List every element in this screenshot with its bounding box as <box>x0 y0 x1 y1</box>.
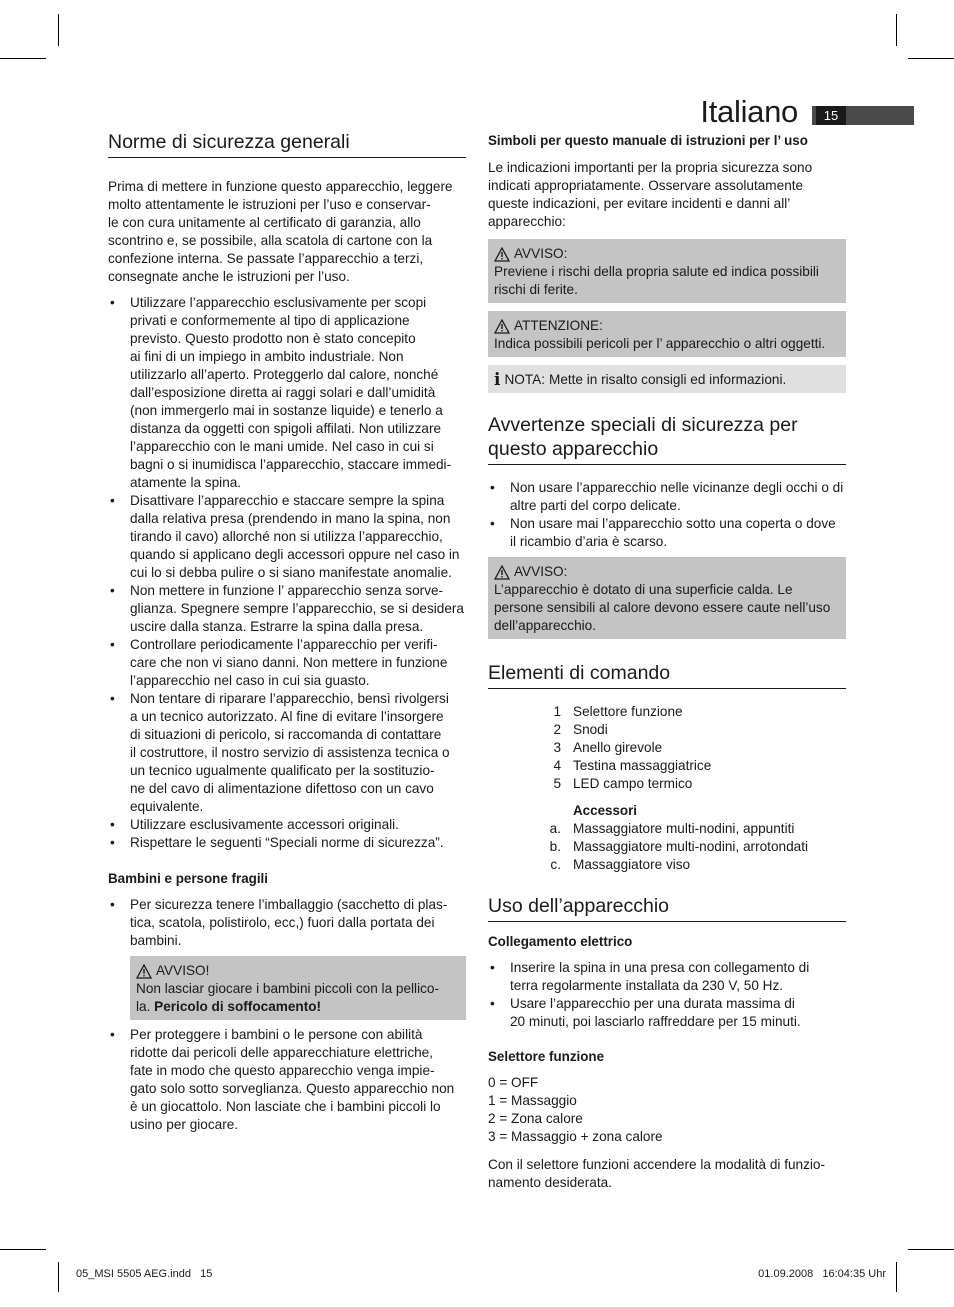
special-bullet-list <box>488 479 846 551</box>
crop-mark <box>908 1249 954 1250</box>
list-item: • Rispettare le seguenti “Speciali norme di sicurezza”. <box>110 835 444 850</box>
list-item: • Usare l’apparecchio per una durata massima di 20 minuti, poi lasciarlo raffreddare per 15 minuti. <box>490 996 801 1029</box>
nota-box <box>488 365 846 393</box>
safety-bullet-list <box>108 294 466 852</box>
list-item: 1 Selettore funzione <box>553 704 683 719</box>
footer-datetime: 01.09.2008 16:04:35 Uhr <box>758 1268 886 1280</box>
crop-mark <box>58 14 59 46</box>
intro-paragraph <box>108 178 466 286</box>
subheading-children: Bambini e persone fragili <box>108 871 268 886</box>
warning-triangle-icon <box>136 964 152 979</box>
list-item: • Non usare l’apparecchio nelle vicinanze degli occhi o di altre parti del corpo delicate. <box>490 480 844 513</box>
warning-text: L’apparecchio è dotato di una superficie calda. Le persone sensibili al calore devono essere caute nell’uso dell’apparecchio. <box>494 582 831 633</box>
selector-note: Con il selettore funzioni accendere la modalità di funzio- namento desiderata. <box>488 1157 826 1190</box>
list-item: 4 Testina massaggiatrice <box>553 758 712 773</box>
section-heading-general-safety: Norme di sicurezza generali <box>108 130 466 158</box>
avviso-title: AVVISO: <box>514 246 568 261</box>
electric-bullet-list <box>488 959 846 1031</box>
section-heading-use: Uso dell’apparecchio <box>488 894 846 922</box>
text-line: consegnate anche le istruzioni per l’uso. <box>108 269 350 284</box>
children-bullet-list-2 <box>108 1026 466 1134</box>
list-item: • Per sicurezza tenere l’imballaggio (sacchetto di plas- tica, scatola, polistirolo, ecc,) fuori dalla portata dei bambini. <box>110 897 448 948</box>
list-item: • Per proteggere i bambini o le persone con abilità ridotte dai pericoli delle apparecchiature elettriche, fate in modo che questo apparecchio venga impie- gato solo sotto sorveglianza. Questo apparecchio non è un giocattolo. Non lasciate che i bambini piccoli lo usino per giocare. <box>110 1027 455 1132</box>
nota-title: NOTA: <box>504 372 545 387</box>
text-line: le con cura unitamente al certificato di garanzia, allo <box>108 215 421 230</box>
page-language-title: Italiano <box>700 94 798 129</box>
list-item: • Inserire la spina in una presa con collegamento di terra regolarmente installata da 230 V, 50 Hz. <box>490 960 810 993</box>
right-column <box>488 132 846 1192</box>
list-item: c. Massaggiatore viso <box>550 857 691 872</box>
subheading-electric: Collegamento elettrico <box>488 934 633 949</box>
accessories-heading: Accessori <box>573 803 638 818</box>
avviso-box <box>488 239 846 303</box>
text-line: confezione interna. Se passate l’apparecchio a terzi, <box>108 251 424 266</box>
list-item: • Controllare periodicamente l’apparecchio per verifi- care che non vi siano danni. Non mettere in funzione l’apparecchio nel caso in cui sia guasto. <box>110 637 448 688</box>
crop-mark <box>58 1262 59 1292</box>
list-item: • Utilizzare esclusivamente accessori originali. <box>110 817 399 832</box>
text-line: scontrino e, se possibile, alla scatola di cartone con la <box>108 233 433 248</box>
section-heading-special-safety: Avvertenze speciali di sicurezza per questo apparecchio <box>488 413 846 465</box>
children-bullet-list <box>108 896 466 950</box>
selector-modes: 0 = OFF 1 = Massaggio 2 = Zona calore 3 = Massaggio + zona calore <box>488 1075 663 1144</box>
attenzione-title: ATTENZIONE: <box>514 318 603 333</box>
crop-mark <box>896 14 897 46</box>
footer-file-info: 05_MSI 5505 AEG.indd 15 <box>76 1268 213 1280</box>
symbols-intro: Le indicazioni importanti per la propria sicurezza sono indicati appropriatamente. Osservare assolutamente queste indicazioni, per evitare incidenti e danni all’ apparecchio: <box>488 160 813 229</box>
page-number: 15 <box>816 106 846 125</box>
info-icon: i <box>494 370 501 390</box>
text-line: Prima di mettere in funzione questo apparecchio, leggere <box>108 179 453 194</box>
list-item: 2 Snodi <box>553 722 608 737</box>
list-item: 3 Anello girevole <box>553 740 663 755</box>
list-item: • Non tentare di riparare l’apparecchio, bensì rivolgersi a un tecnico autorizzato. Al fine di evitare l’insorgere di situazioni di pericolo, si raccomanda di contattare il costruttore, il nostro servizio di assistenza tecnica o un tecnico ugualmente qualificato per la sostituzio- ne del cavo di alimentazione difettoso con un cavo equivalente. <box>110 691 450 814</box>
warning-title: AVVISO! <box>156 963 210 978</box>
crop-mark <box>896 1262 897 1292</box>
list-item: a. Massaggiatore multi-nodini, appuntiti <box>549 821 795 836</box>
text-line: molto attentamente le istruzioni per l’uso e conservar- <box>108 197 431 212</box>
nota-text: Mette in risalto consigli ed informazioni. <box>549 372 787 387</box>
left-column <box>108 130 466 1134</box>
list-item: • Utilizzare l’apparecchio esclusivamente per scopi privati e conformemente al tipo di applicazione previsto. Questo prodotto non è stato concepito ai fini di un impiego in ambito industriale. Non utilizzarlo all’aperto. Proteggerlo dal calore, nonché dall’esposizione diretta ai raggi solari e dall’umidità (non immergerlo mai in sostanze liquide) e tenerlo a distanza da oggetti con spigoli affilati. Non utilizzare l’apparecchio con le mani umide. Nel caso in cui si bagni o si inumidisca l’apparecchio, staccare immedi- atamente la spina. <box>110 295 452 490</box>
subheading-symbols: Simboli per questo manuale di istruzioni per l’ uso <box>488 133 808 148</box>
list-item: 5 LED campo termico <box>553 776 693 791</box>
attenzione-box <box>488 311 846 357</box>
crop-mark <box>0 58 46 59</box>
warning-title: AVVISO: <box>514 564 568 579</box>
warning-triangle-icon <box>494 565 510 580</box>
warning-text: Non lasciar giocare i bambini piccoli con la pellico- la. Pericolo di soffocamento! <box>136 981 439 1014</box>
list-item: b. Massaggiatore multi-nodini, arrotondati <box>549 839 808 854</box>
list-item: • Non mettere in funzione l’ apparecchio senza sorve- glianza. Spegnere sempre l’apparecchio, se si desidera uscire dalla stanza. Estrarre la spina dalla presa. <box>110 583 464 634</box>
crop-mark <box>0 1249 46 1250</box>
list-item: • Disattivare l’apparecchio e staccare sempre la spina dalla relativa presa (prendendo in mano la spina, non tirando il cavo) allorché non si utilizza l’apparecchio, quando si applicano degli accessori oppure nel caso in cui lo si debba pulire o si siano manifestate anomalie. <box>110 493 460 580</box>
attenzione-text: Indica possibili pericoli per l’ apparecchio o altri oggetti. <box>494 336 826 351</box>
warning-box-children <box>130 956 466 1020</box>
list-item: • Non usare mai l’apparecchio sotto una coperta o dove il ricambio d’aria è scarso. <box>490 516 836 549</box>
controls-list <box>540 703 846 874</box>
crop-mark <box>908 58 954 59</box>
avviso-text: Previene i rischi della propria salute ed indica possibili rischi di ferite. <box>494 264 819 297</box>
section-heading-controls: Elementi di comando <box>488 661 846 689</box>
warning-triangle-icon <box>494 247 510 262</box>
subheading-selector: Selettore funzione <box>488 1049 605 1064</box>
warning-triangle-icon <box>494 319 510 334</box>
special-warning-box <box>488 557 846 639</box>
